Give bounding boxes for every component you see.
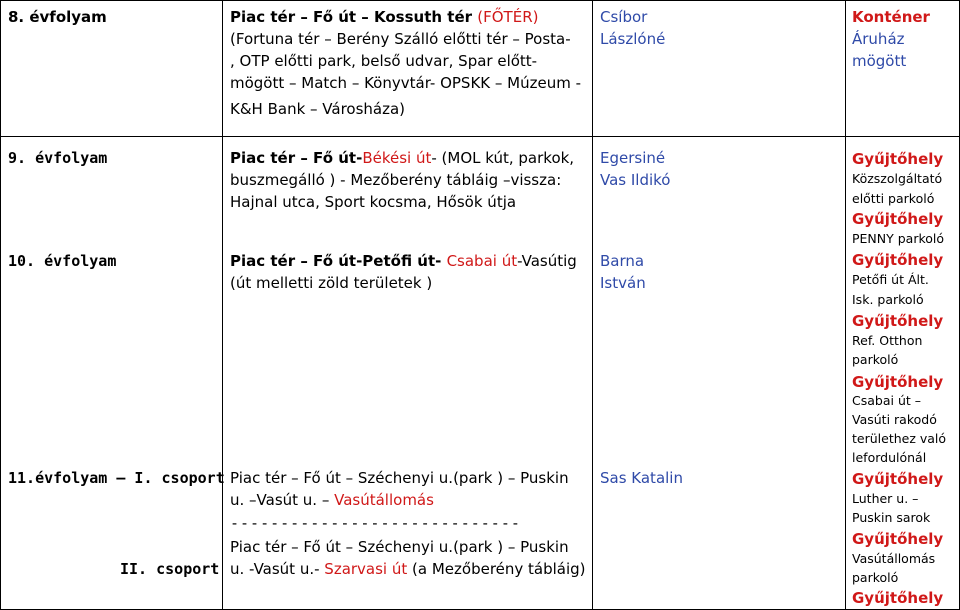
route-line: Piac tér – Fő út – Széchenyi u.(park ) – Puskin xyxy=(230,469,569,487)
collection-point-label: Gyűjtőhely xyxy=(852,251,944,269)
route-highlight: Békési út xyxy=(362,149,432,167)
grid-line xyxy=(592,0,593,610)
collection-point-text: parkoló xyxy=(852,352,899,367)
route-highlight: (FŐTÉR) xyxy=(477,8,539,26)
collection-point-label: Gyűjtőhely xyxy=(852,589,944,607)
collection-point-text: előtti parkoló xyxy=(852,191,935,206)
teacher-name: Barna xyxy=(600,252,645,270)
collection-point-text: mögött xyxy=(852,52,907,70)
collection-point-text: PENNY parkoló xyxy=(852,231,945,246)
route-line: K&H Bank – Városháza) xyxy=(230,100,406,118)
route-text: -Vasútig xyxy=(517,252,577,270)
grade-11-group-1: 11.évfolyam – I. csoport xyxy=(8,469,225,487)
route-text: u. –Vasút u. – xyxy=(230,491,335,509)
collection-point-label: Gyűjtőhely xyxy=(852,470,944,488)
collection-point-text: Ref. Otthon xyxy=(852,333,923,348)
route-text: Piac tér – Fő út- xyxy=(230,149,363,167)
route-line: , OTP előtti park, belső udvar, Spar előtt- xyxy=(230,52,538,70)
grid-line xyxy=(0,0,960,1)
route-line: Piac tér – Fő út – Széchenyi u.(park ) – Puskin xyxy=(230,538,569,556)
teacher-name: Sas Katalin xyxy=(600,469,683,487)
grid-line xyxy=(845,0,846,610)
route-separator: ----------------------------- xyxy=(230,514,521,532)
collection-point-text: Csabai út – xyxy=(852,393,921,408)
route-line: mögött – Match – Könyvtár- OPSKK – Múzeum - xyxy=(230,74,582,92)
grade-10: 10. évfolyam xyxy=(8,252,117,270)
collection-point-label: Gyűjtőhely xyxy=(852,210,944,228)
route-line: Hajnal utca, Sport kocsma, Hősök útja xyxy=(230,193,517,211)
collection-point-text: Luther u. – xyxy=(852,491,919,506)
grade-8: 8. évfolyam xyxy=(8,8,107,26)
teacher-name: Csíbor xyxy=(600,8,648,26)
collection-point-label: Gyűjtőhely xyxy=(852,530,944,548)
grade-9: 9. évfolyam xyxy=(8,149,108,167)
route-text: Piac tér – Fő út-Petőfi út- xyxy=(230,252,447,270)
grade-11-group-2: II. csoport xyxy=(120,560,220,578)
route-line: (Fortuna tér – Berény Szálló előtti tér – Posta- xyxy=(230,30,571,48)
teacher-name: Vas Ildikó xyxy=(600,171,671,189)
collection-point-label: Konténer xyxy=(852,8,930,26)
route-highlight: Vasútállomás xyxy=(334,491,434,509)
collection-point-text: Közszolgáltató xyxy=(852,171,943,186)
grid-line xyxy=(0,136,960,137)
route-line: (út melletti zöld területek ) xyxy=(230,274,433,292)
collection-point-text: Puskin sarok xyxy=(852,510,931,525)
route-text: (a Mezőberény tábláig) xyxy=(407,560,586,578)
collection-point-label: Gyűjtőhely xyxy=(852,312,944,330)
teacher-name: Egersiné xyxy=(600,149,666,167)
collection-point-text: lefordulónál xyxy=(852,450,927,465)
teacher-name: István xyxy=(600,274,646,292)
teacher-name: Lászlóné xyxy=(600,30,666,48)
collection-point-text: Vasútállomás xyxy=(852,551,936,566)
collection-point-label: Gyűjtőhely xyxy=(852,150,944,168)
collection-point-text: Isk. parkoló xyxy=(852,292,924,307)
route-text: u. -Vasút u.- xyxy=(230,560,325,578)
collection-point-text: Áruház xyxy=(852,30,905,48)
grid-line xyxy=(222,0,223,610)
collection-point-text: parkoló xyxy=(852,570,899,585)
route-highlight: Csabai út xyxy=(446,252,518,270)
grid-line xyxy=(0,0,1,610)
collection-point-label: Gyűjtőhely xyxy=(852,373,944,391)
collection-point-text: Vasúti rakodó xyxy=(852,412,937,427)
collection-point-text: Petőfi út Ált. xyxy=(852,272,929,287)
route-text: - (MOL kút, parkok, xyxy=(431,149,575,167)
collection-point-text: területhez való xyxy=(852,431,947,446)
route-highlight: Szarvasi út xyxy=(324,560,408,578)
route-line: buszmegálló ) - Mezőberény tábláig –vissza: xyxy=(230,171,562,189)
route-text: Piac tér – Fő út – Kossuth tér xyxy=(230,8,478,26)
